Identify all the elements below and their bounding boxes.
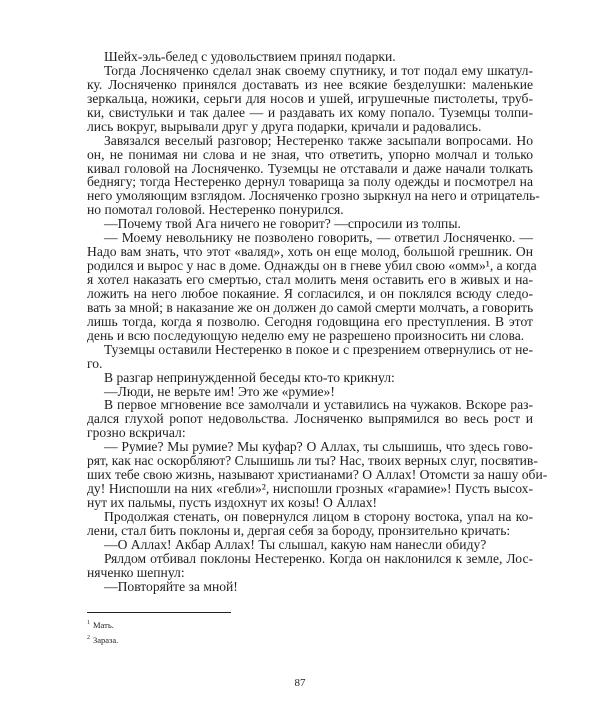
text-line: ки, свистульки и так далее — и раздавать их кому попало. Туземцы толпи- — [87, 104, 533, 120]
text-line: Рялдом отбивал поклоны Нестеренко. Когда он наклонился к земле, Лос- — [104, 550, 533, 566]
text-line: день и всю последующую неделю ему не разрешено произносить ни слова. — [87, 327, 525, 343]
text-line: Туземцы оставили Нестеренко в покое и с презрением отвернулись от не- — [104, 341, 533, 357]
footnote-text: Мать. — [93, 619, 114, 630]
footnote-text: Зараза. — [93, 634, 119, 645]
footnote-1 — [87, 617, 118, 632]
text-line: ду! Ниспошли на них «гебли»², ниспошли грозных «гарамие»! Пусть высох- — [87, 481, 533, 497]
footnote-mark: 1 — [87, 620, 90, 626]
text-line: родился и вырос у нас в доме. Однажды он в гневе убил свою «омм»¹, а когда — [87, 258, 537, 274]
text-line: него умоляющим взглядом. Лосняченко грозно зыркнул на него и отрицатель- — [87, 188, 540, 204]
body-text — [87, 49, 548, 594]
text-line: В разгар непринужденной беседы кто-то крикнул: — [104, 369, 395, 385]
text-line: го. — [87, 355, 103, 371]
text-line: беднягу; тогда Нестеренко дернул товарища за полу одежды и посмотрел на — [87, 174, 533, 190]
text-line: Продолжая стенать, он повернулся лицом в сторону востока, упал на ко- — [104, 508, 533, 524]
text-line: ших тебе свою жизнь, называют христианами? О Аллах! Отомсти за нашу оби- — [87, 467, 548, 483]
text-line: ку. Лосняченко принялся доставать из нее всякие безделушки: маленькие — [87, 76, 533, 92]
text-line: я хотел наказать его смертью, стал молить меня оставить его в живых и на- — [87, 272, 533, 287]
text-line: —О Аллах! Акбар Аллах! Ты слышал, какую нам нанесли обиду? — [104, 536, 487, 552]
text-line: —Почему твой Ага ничего не говорит? —спросили из толпы. — [104, 216, 461, 232]
footnote-mark: 2 — [87, 634, 90, 641]
text-line: но помотал головой. Нестеренко понурился. — [87, 202, 344, 218]
text-line: няченко шепнул: — [87, 564, 185, 580]
footnote-2 — [87, 632, 118, 647]
text-line: Шейх-эль-белед с удовольствием принял подарки. — [104, 49, 396, 64]
text-line: —Люди, не верьте им! Это же «румие»! — [104, 383, 335, 399]
text-line: нут их пальмы, пусть издохнут их козы! О Аллах! — [87, 495, 378, 510]
text-line: —Повторяйте за мной! — [104, 578, 238, 594]
text-line: Надо вам знать, что этот «валяд», хоть он еще молод, большой грешник. Он — [87, 244, 533, 260]
text-line: лишь тогда, когда я позволю. Сегодня годовщина его преступления. В этот — [87, 313, 533, 329]
text-line: зеркальца, ножики, серьги для носов и ушей, игрушечные пистолеты, труб- — [87, 90, 533, 106]
footnote-divider — [87, 612, 231, 613]
text-line: В первое мгновение все замолчали и уставились на чужаков. Вскоре раз- — [104, 397, 533, 413]
text-line: Завязался веселый разговор; Нестеренко также засыпали вопросами. Но — [104, 132, 533, 148]
text-line: вать за мной; в наказание же он должен до самой смерти молчать, а говорить — [87, 299, 534, 315]
text-line: — Моему невольнику не позволено говорить, — ответил Лосняченко. — — [104, 230, 533, 246]
text-line: кивал головой на Лосняченко. Туземцы не отставали и даже начали толкать — [87, 160, 533, 176]
text-line: Тогда Лосняченко сделал знак своему спутнику, и тот подал ему шкатул- — [104, 62, 533, 78]
text-line: лени, стал бить поклоны и, дергая себя за бороду, пронзительно кричать: — [87, 522, 511, 538]
page-number: 87 — [294, 677, 306, 689]
footnotes — [87, 617, 118, 647]
text-line: лись вокруг, вырывали друг у друга подарки, кричали и радовались. — [87, 118, 482, 134]
text-line: грозно вскричал: — [87, 425, 186, 441]
text-line: рят, как нас оскорбляют? Слышишь ли ты? Нас, твоих верных слуг, посвятив- — [87, 453, 538, 469]
text-line: он, не понимая ни слова и не зная, что ответить, упорно молчал и только — [87, 146, 533, 162]
text-line: ложить на него любое покаяние. Я согласился, и он поклялся всюду следо- — [87, 285, 533, 301]
text-line: — Румие? Мы румие? Мы куфар? О Аллах, ты слышишь, что здесь гово- — [104, 439, 533, 455]
text-line: дался глухой ропот недовольства. Лосняченко выпрямился во весь рост и — [87, 411, 533, 427]
